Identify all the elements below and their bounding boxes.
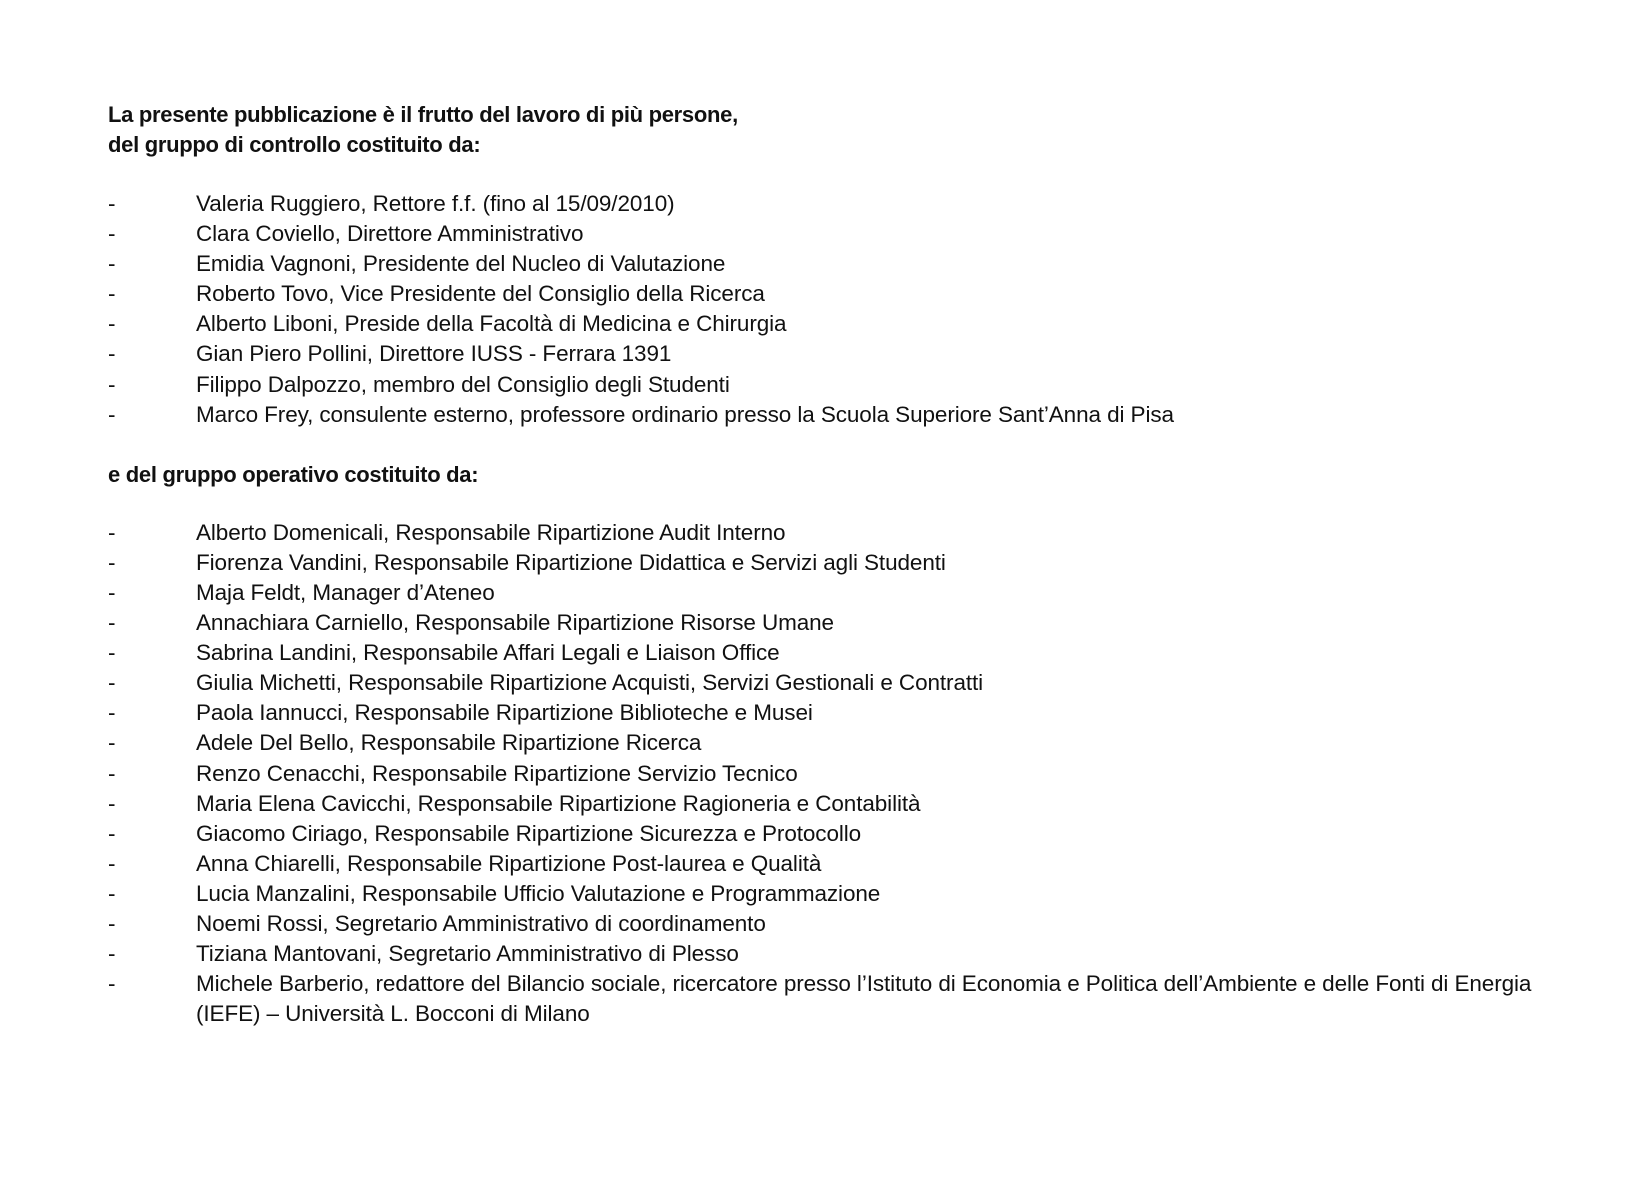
bullet-dash: - [108, 221, 116, 247]
control-group-list [108, 189, 1568, 430]
operative-group-member: Michele Barberio, redattore del Bilancio sociale, ricercatore presso l’Istituto di Economia e Politica dell’Ambiente e delle Fonti di Energia (IEFE) – Università L. Bocconi di Milano [196, 971, 1532, 1027]
bullet-dash: - [108, 640, 116, 666]
intro-heading-line-2: del gruppo di controllo costituito da: [108, 132, 481, 157]
bullet-dash: - [108, 519, 116, 545]
operative-group-item [108, 849, 1568, 879]
control-group-member: Filippo Dalpozzo, membro del Consiglio degli Studenti [196, 371, 730, 397]
bullet-dash: - [108, 941, 116, 967]
control-group-member: Marco Frey, consulente esterno, professore ordinario presso la Scuola Superiore Sant’Anna di Pisa [196, 401, 1174, 427]
operative-group-member: Paola Iannucci, Responsabile Ripartizione Biblioteche e Musei [196, 700, 813, 726]
control-group-member: Alberto Liboni, Preside della Facoltà di Medicina e Chirurgia [196, 311, 787, 337]
operative-group-item [108, 728, 1568, 758]
bullet-dash: - [108, 401, 116, 427]
bullet-dash: - [108, 730, 116, 756]
operative-group-member: Renzo Cenacchi, Responsabile Ripartizione Servizio Tecnico [196, 760, 798, 786]
operative-group-member: Giulia Michetti, Responsabile Ripartizione Acquisti, Servizi Gestionali e Contratti [196, 670, 984, 696]
control-group-member: Valeria Ruggiero, Rettore f.f. (fino al 15/09/2010) [196, 191, 675, 216]
operative-group-member: Alberto Domenicali, Responsabile Ripartizione Audit Interno [196, 519, 786, 545]
operative-group-item [108, 548, 1568, 578]
operative-group-member: Lucia Manzalini, Responsabile Ufficio Valutazione e Programmazione [196, 880, 881, 906]
control-group-member: Clara Coviello, Direttore Amministrativo [196, 221, 584, 247]
operative-group-item [108, 939, 1568, 969]
bullet-dash: - [108, 371, 116, 397]
document-page [108, 100, 1568, 1029]
bullet-dash: - [108, 251, 116, 277]
bullet-dash: - [108, 311, 116, 337]
operative-group-item [108, 668, 1568, 698]
operative-group-item [108, 879, 1568, 909]
control-group-item [108, 370, 1568, 400]
operative-group-item [108, 578, 1568, 608]
operative-group-item [108, 819, 1568, 849]
bullet-dash: - [108, 910, 116, 936]
control-group-member: Gian Piero Pollini, Direttore IUSS - Ferrara 1391 [196, 341, 672, 367]
operative-group-member: Anna Chiarelli, Responsabile Ripartizione Post-laurea e Qualità [196, 850, 822, 876]
operative-group-item [108, 789, 1568, 819]
bullet-dash: - [108, 760, 116, 786]
operative-group-item [108, 909, 1568, 939]
operative-group-member: Fiorenza Vandini, Responsabile Ripartizione Didattica e Servizi agli Studenti [196, 549, 946, 575]
intro-heading [108, 100, 1568, 160]
bullet-dash: - [108, 191, 116, 216]
control-group-item [108, 219, 1568, 249]
operative-group-member: Sabrina Landini, Responsabile Affari Legali e Liaison Office [196, 640, 780, 666]
control-group-item [108, 189, 1568, 219]
control-group-member: Emidia Vagnoni, Presidente del Nucleo di Valutazione [196, 251, 726, 277]
bullet-dash: - [108, 281, 116, 307]
operative-group-member: Maria Elena Cavicchi, Responsabile Ripartizione Ragioneria e Contabilità [196, 790, 921, 816]
control-group-item [108, 279, 1568, 309]
operative-group-list [108, 518, 1568, 1030]
operative-heading: e del gruppo operativo costituito da: [108, 461, 479, 487]
operative-group-item [108, 698, 1568, 728]
bullet-dash: - [108, 971, 116, 997]
bullet-dash: - [108, 820, 116, 846]
operative-group-item [108, 608, 1568, 638]
control-group-item [108, 309, 1568, 339]
bullet-dash: - [108, 850, 116, 876]
bullet-dash: - [108, 700, 116, 726]
operative-group-member: Annachiara Carniello, Responsabile Ripartizione Risorse Umane [196, 610, 834, 636]
bullet-dash: - [108, 610, 116, 636]
control-group-member: Roberto Tovo, Vice Presidente del Consiglio della Ricerca [196, 281, 765, 307]
operative-group-member: Maja Feldt, Manager d’Ateneo [196, 579, 495, 605]
bullet-dash: - [108, 549, 116, 575]
operative-group-member: Adele Del Bello, Responsabile Ripartizione Ricerca [196, 730, 702, 756]
operative-group-item [108, 759, 1568, 789]
operative-group-item [108, 518, 1568, 548]
operative-group-member: Giacomo Ciriago, Responsabile Ripartizione Sicurezza e Protocollo [196, 820, 862, 846]
intro-heading-line-1: La presente pubblicazione è il frutto del lavoro di più persone, [108, 102, 738, 127]
control-group-item [108, 249, 1568, 279]
control-group-item [108, 400, 1568, 430]
control-group-item [108, 339, 1568, 369]
bullet-dash: - [108, 579, 116, 605]
operative-group-member: Noemi Rossi, Segretario Amministrativo di coordinamento [196, 910, 766, 936]
operative-group-item [108, 638, 1568, 668]
bullet-dash: - [108, 670, 116, 696]
bullet-dash: - [108, 341, 116, 367]
bullet-dash: - [108, 790, 116, 816]
operative-group-member: Tiziana Mantovani, Segretario Amministrativo di Plesso [196, 941, 739, 967]
bullet-dash: - [108, 880, 116, 906]
operative-group-item [108, 969, 1568, 1029]
